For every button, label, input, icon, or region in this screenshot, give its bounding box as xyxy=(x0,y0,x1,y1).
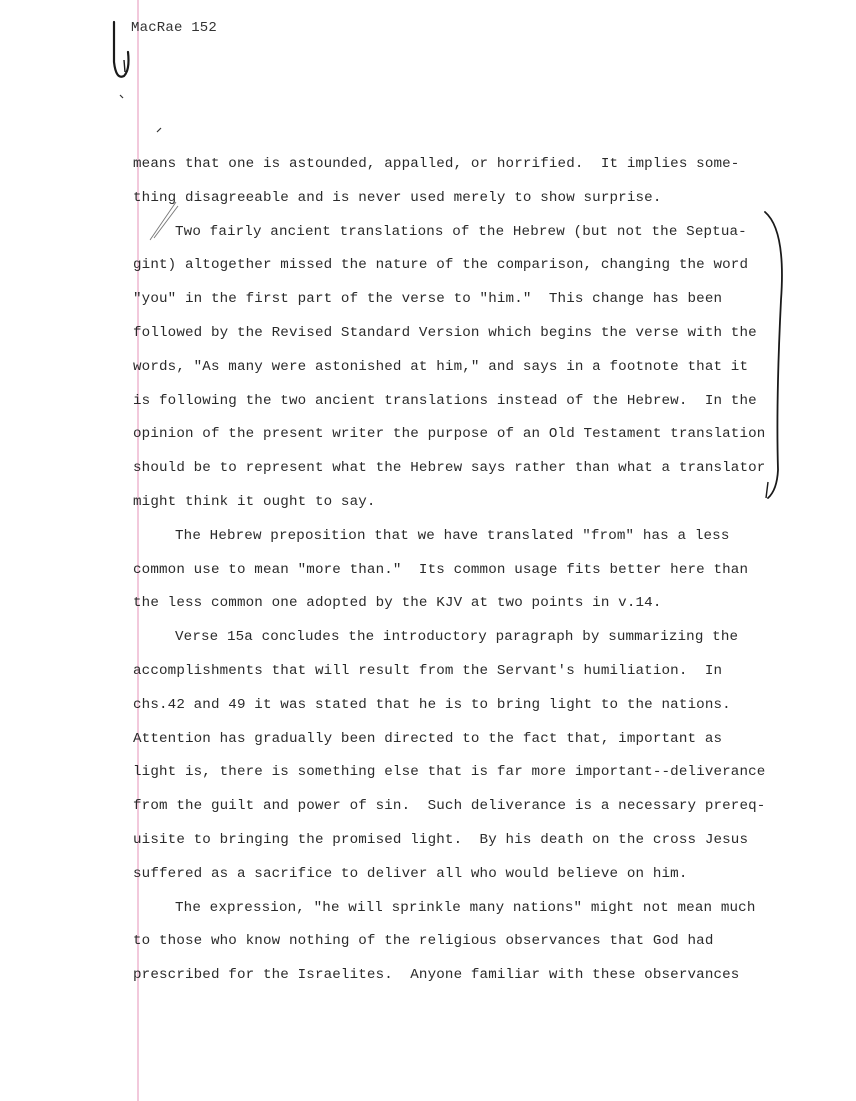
text-line: Two fairly ancient translations of the Hebrew (but not the Septua- xyxy=(175,223,747,240)
text-line: opinion of the present writer the purpose of an Old Testament translation xyxy=(133,426,766,443)
text-line: prescribed for the Israelites. Anyone familiar with these observances xyxy=(133,967,740,984)
text-line: common use to mean "more than." Its common usage fits better here than xyxy=(133,561,749,578)
text-line: from the guilt and power of sin. Such deliverance is a necessary prereq- xyxy=(133,798,766,815)
text-line: Verse 15a concludes the introductory paragraph by summarizing the xyxy=(175,629,739,646)
text-line: suffered as a sacrifice to deliver all who would believe on him. xyxy=(133,865,688,882)
pencil-dot-mark xyxy=(157,128,161,132)
margin-bracket-mark xyxy=(765,212,782,498)
text-line: Attention has gradually been directed to the fact that, important as xyxy=(133,730,723,747)
text-line: accomplishments that will result from the Servant's humiliation. In xyxy=(133,662,723,679)
text-line: means that one is astounded, appalled, or horrified. It implies some- xyxy=(133,156,740,172)
text-line: words, "As many were astonished at him," and says in a footnote that it xyxy=(133,358,749,375)
text-line: The expression, "he will sprinkle many nations" might not mean much xyxy=(175,899,756,916)
page-header: MacRae 152 xyxy=(131,20,218,36)
pencil-dash-mark xyxy=(120,95,123,98)
text-line: light is, there is something else that is far more important--deliverance xyxy=(133,764,766,781)
text-line: is following the two ancient translations instead of the Hebrew. In the xyxy=(133,392,757,409)
margin-bracket-tail xyxy=(766,482,768,498)
text-line: should be to represent what the Hebrew says rather than what a translator xyxy=(133,460,766,477)
text-line: The Hebrew preposition that we have translated "from" has a less xyxy=(175,527,730,544)
pencil-tick-mark xyxy=(124,60,125,72)
text-line: might think it ought to say. xyxy=(133,493,376,510)
text-line: the less common one adopted by the KJV at two points in v.14. xyxy=(133,595,662,612)
text-line: uisite to bringing the promised light. By his death on the cross Jesus xyxy=(133,831,749,848)
text-line: followed by the Revised Standard Version which begins the verse with the xyxy=(133,324,757,341)
text-line: chs.42 and 49 it was stated that he is to bring light to the nations. xyxy=(133,696,731,713)
text-line: thing disagreeable and is never used merely to show surprise. xyxy=(133,189,662,206)
text-line: gint) altogether missed the nature of the comparison, changing the word xyxy=(133,257,749,274)
manuscript-body xyxy=(133,148,766,993)
pencil-bracket-mark xyxy=(114,22,129,77)
text-line: to those who know nothing of the religious observances that God had xyxy=(133,933,714,950)
text-line: "you" in the first part of the verse to "him." This change has been xyxy=(133,291,723,308)
